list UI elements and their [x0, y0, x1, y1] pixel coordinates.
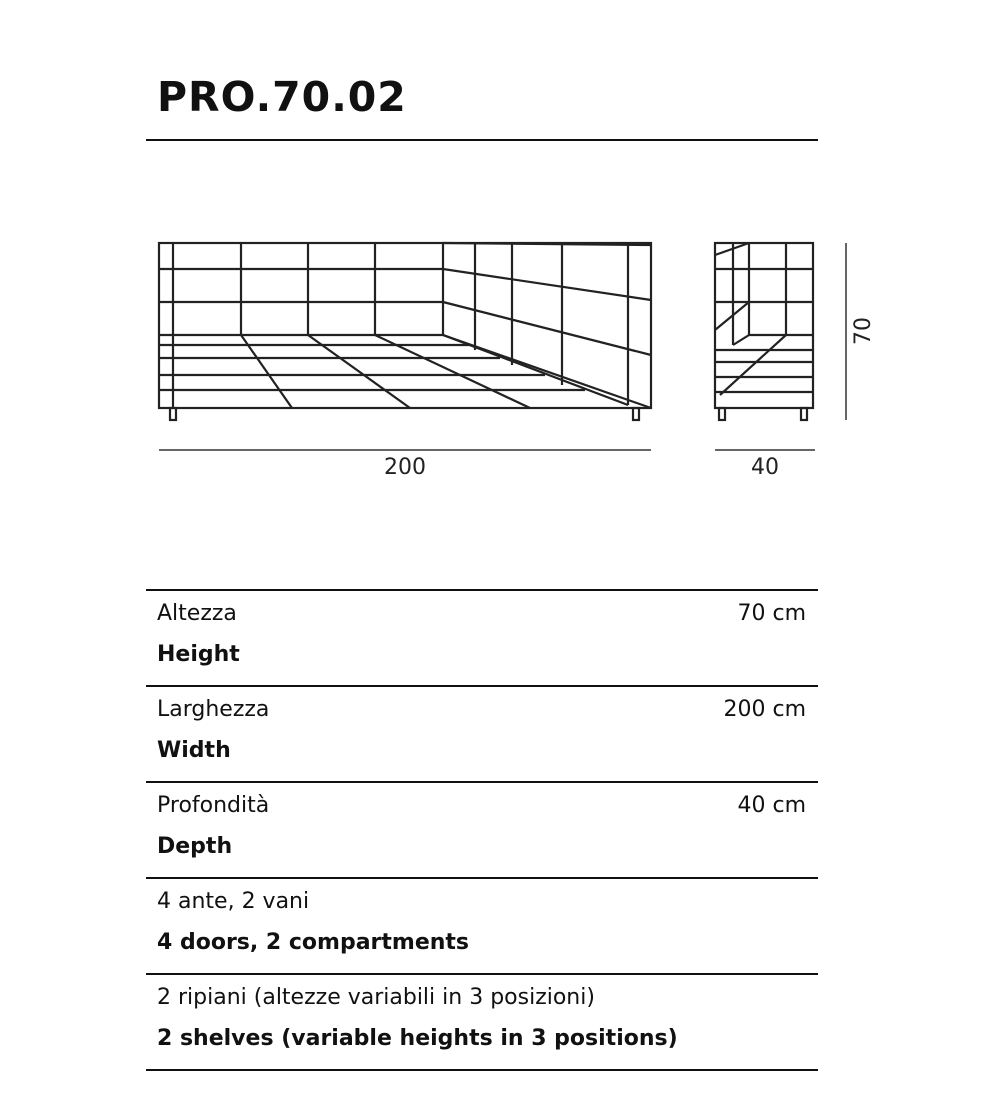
spec-row-shelves	[146, 975, 818, 1069]
spec-row-doors	[146, 879, 818, 973]
spec-label-en: 2 shelves (variable heights in 3 positions)	[157, 1026, 678, 1051]
spec-label-it: Profondità	[157, 793, 270, 818]
height-dimension-label: 70	[851, 317, 876, 345]
spec-divider	[146, 1069, 818, 1071]
spec-label-en: Depth	[157, 834, 233, 859]
spec-row-height	[146, 591, 818, 685]
spec-value: 70 cm	[737, 601, 806, 626]
spec-label-it: 4 ante, 2 vani	[157, 889, 310, 914]
spec-label-en: Width	[157, 738, 231, 763]
side-view-drawing	[715, 243, 813, 420]
width-dimension-label: 200	[384, 455, 426, 480]
spec-label-en: 4 doors, 2 compartments	[157, 930, 470, 955]
spec-table	[146, 589, 818, 1071]
spec-row-width	[146, 687, 818, 781]
spec-row-depth	[146, 783, 818, 877]
spec-value: 40 cm	[737, 793, 806, 818]
spec-value: 200 cm	[723, 697, 806, 722]
product-code-title: PRO.70.02	[157, 73, 407, 121]
spec-label-en: Height	[157, 642, 240, 667]
spec-label-it: 2 ripiani (altezze variabili in 3 posizioni)	[157, 985, 595, 1010]
spec-label-it: Altezza	[157, 601, 237, 626]
front-view-drawing	[159, 243, 651, 420]
spec-label-it: Larghezza	[157, 697, 270, 722]
depth-dimension-label: 40	[751, 455, 779, 480]
